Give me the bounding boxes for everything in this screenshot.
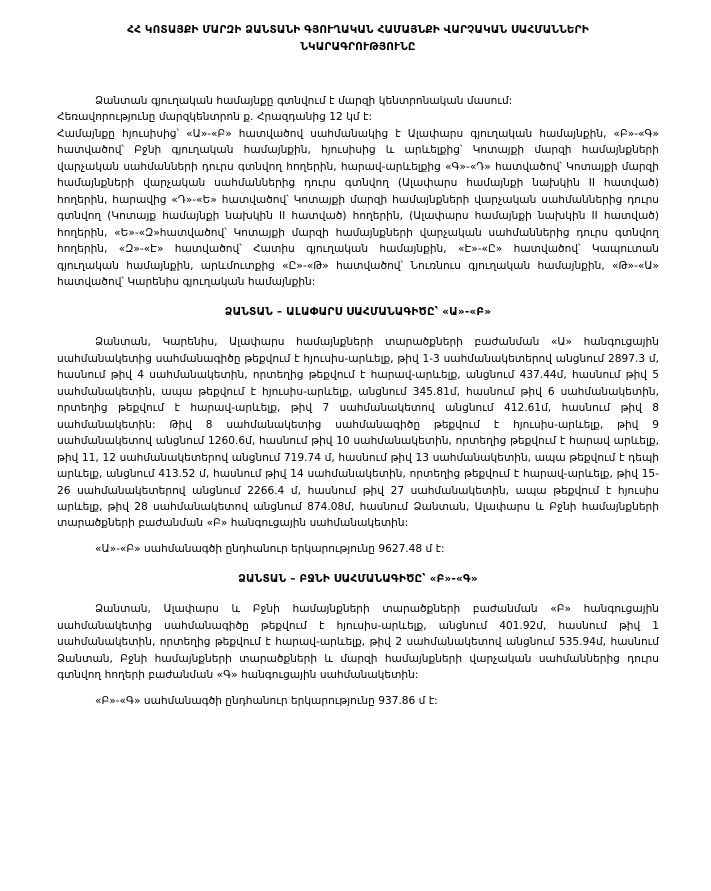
section-heading-zantan-bjni: ՁԱՆՏԱՆ – ԲՋՆԻ ՍԱՀՄԱՆԱԳԻԾԸ՝ «Բ»-«Գ» <box>238 573 478 586</box>
document-title-line-2: ՆԿԱՐԱԳՐՈՒԹՅՈՒՆԸ <box>300 40 416 53</box>
section-heading-zantan-alapars: ՁԱՆՏԱՆ – ԱԼԱՓԱՐՍ ՍԱՀՄԱՆԱԳԻԾԸ՝ «Ա»-«Բ» <box>224 306 492 319</box>
intro-paragraph-1: Ձանտան գյուղական համայնքը գտնվում է մարզի կենտրոնական մասում: <box>95 95 513 107</box>
section-1-gap <box>57 290 659 304</box>
section-1-heading-gap <box>57 320 659 334</box>
section-1-body: Ձանտան, Կարենիս, Ալափարս համայնքների տարածքների բաժանման «Ա» հանգուցային սահմանակետից սահմանագիծը թեքվում է հյուսիս-արևելք, թիվ 1-3 սահմանակետերով անցնում 2897.3 մ, հասնում թիվ 4 սահմանակետին, որտեղից թեքվում է հարավ-արևելք, անցնում 437.44մ, հասնում թիվ 5 սահմանակետին, ապա թեքվում է հյուսիս-արևելք, անցնում 345.81մ, հասնում թիվ 6 սահմանակետին, որտեղից թեքվում է հարավ-արևելք, թիվ 7 սահմանակետով անցնում 412.61մ, հասնում թիվ 8 սահմանակետին: Թիվ 8 սահմանակետից սահմանագիծը թեքվում է հյուսիս-արևելք, թիվ 9 սահմանակետով անցնում 1260.6մ, հասնում թիվ 10 սահմանակետին, որտեղից թեքվում է հարավ արևելք, թիվ 11, 12 սահմանակետերով անցնում 719.74 մ, հասնում թիվ 13 սահմանակետին, ապա թեքվում է դեպի արևելք, անցնում 413.52 մ, հասնում թիվ 14 սահմանակետին, որտեղից թեքվում է հարավ-արևելք, թիվ 15-26 սահմանակետերով անցնում 2266.4 մ, հասնում թիվ 27 սահմանակետին, ապա թեքվում է հյուսիս արևելք, թիվ 28 սահմանակետով անցնում 874.08մ, հասնում Ձանտան, Ալափարս և Բջնի համայնքների տարածքների բաժանման «Բ» հանգուցային սահմանակետին: <box>57 336 659 530</box>
section-2-heading-gap <box>57 587 659 601</box>
section-2-total-gap <box>57 684 659 693</box>
section-2-body: Ձանտան, Ալափարս և Բջնի համայնքների տարածքների բաժանման «Բ» հանգուցային սահմանակետից սահմանագիծը թեքվում է հյուսիս-արևելք, անցնում 401.92մ, հասնում թիվ 1 սահմանակետին, որտեղից թեքվում է հարավ-արևելք, թիվ 2 սահմանակետով անցնում 535.94մ, հասնում Ձանտան, Բջնի համայնքների տարածքների և մարզի համայնքների վարչական սահմաններից դուրս գտնվող հողերի բաժանման «Գ» հանգուցային սահմանակետին: <box>57 603 659 682</box>
document-title-line-1: ՀՀ ԿՈՏԱՅՔԻ ՄԱՐԶԻ ՁԱՆՏԱՆԻ ԳՅՈՒՂԱԿԱՆ ՀԱՄԱՅՆՔԻ ՎԱՐՉԱԿԱՆ ՍԱՀՄԱՆՆԵՐԻ <box>127 24 589 36</box>
title-spacer <box>57 55 659 93</box>
section-1-total-gap <box>57 532 659 541</box>
intro-paragraph-3: Համայնքը հյուսիսից՝ «Ա»-«Բ» հատվածով սահմանակից է Ալափարս գյուղական համայնքին, «Բ»-«Գ» հատվածով՝ Բջնի գյուղական համայնքին, հյուսիսից և արևելքից՝ Կոտայքի մարզի համայնքների վարչական սահմանների դուրս գտնվող հողերին, հարավ-արևելքից «Գ»-«Դ» հատվածով՝ Կոտայքի մարզի համայնքների վարչական սահմաններից դուրս գտնվող (Ալափարս համայնքի նախկին II հատված) հողերին, հարավից «Դ»-«Ե» հատվածով՝ Կոտայքի մարզի համայնքների վարչական սահմաններից դուրս գտնվող (Կոտայք համայնքի նախկին II հատված) հողերին, (Ալափարս համայնքի նախկին II հատված) հողերին, «Ե»-«Զ»հատվածով՝ Կոտայքի մարզի համայնքների վարչական սահմաններից դուրս գտնվող հողերին, «Զ»-«Է» հատվածով՝ Հատիս գյուղական համայնքին, «Է»-«Ը» հատվածով՝ Կապուտան գյուղական համայնքին, արևմուտքից «Ը»-«Թ» հատվածով՝ Նուռնուս գյուղական համայնքին, «Թ»-«Ա» հատվածով՝ Կարենիս գյուղական համայնքին: <box>57 127 659 288</box>
section-2-gap <box>57 557 659 571</box>
intro-paragraph-2: Հեռավորությունը մարզկենտրոն ք. Հրազդանից 12 կմ է: <box>57 111 373 124</box>
section-1-total-length: «Ա»-«Բ» սահմանագծի ընդհանուր երկարությունը 9627.48 մ է: <box>95 542 445 555</box>
document-title <box>71 18 645 55</box>
section-2-total-length: «Բ»-«Գ» սահմանագծի ընդհանուր երկարությունը 937.86 մ է: <box>95 694 438 707</box>
